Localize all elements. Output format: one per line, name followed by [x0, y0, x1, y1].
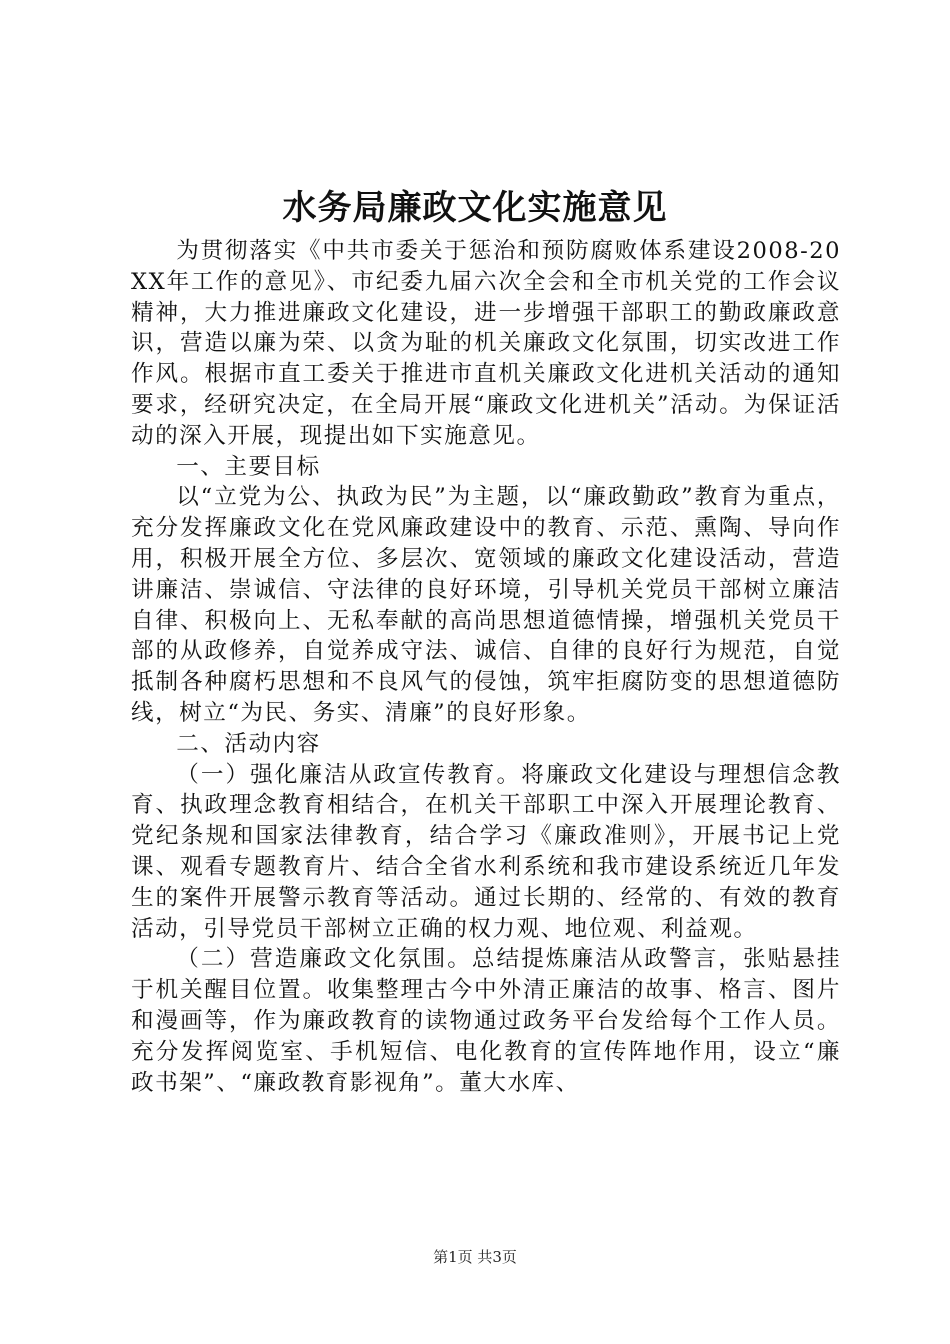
- section-heading-activities: 二、活动内容: [176, 730, 321, 757]
- activity-paragraph-1: （一）强化廉洁从政宣传教育。将廉政文化建设与理想信念教育、执政理念教育相结合，在机关干部职工中深入开展理论教育、党纪条规和国家法律教育，结合学习《廉政准则》，开展书记上党课、观看专题教育片、结合全省水利系统和我市建设系统近几年发生的案件开展警示教育等活动。通过长期的、经常的、有效的教育活动，引导党员干部树立正确的权力观、地位观、利益观。: [131, 761, 841, 942]
- intro-paragraph: 为贯彻落实《中共市委关于惩治和预防腐败体系建设2008-20XX年工作的意见》、市纪委九届六次全会和全市机关党的工作会议精神，大力推进廉政文化建设，进一步增强干部职工的勤政廉政意识，营造以廉为荣、以贪为耻的机关廉政文化氛围，切实改进工作作风。根据市直工委关于推进市直机关廉政文化进机关活动的通知要求，经研究决定，在全局开展“廉政文化进机关”活动。为保证活动的深入开展，现提出如下实施意见。: [131, 238, 841, 449]
- page-indicator: 第1页 共3页: [433, 1248, 517, 1266]
- activity-paragraph-2: （二）营造廉政文化氛围。总结提炼廉洁从政警言，张贴悬挂于机关醒目位置。收集整理古今中外清正廉洁的故事、格言、图片和漫画等，作为廉政教育的读物通过政务平台发给每个工作人员。充分发挥阅览室、手机短信、电化教育的宣传阵地作用，设立“廉政书架”、“廉政教育影视角”。董大水库、: [131, 946, 841, 1096]
- goals-paragraph: 以“立党为公、执政为民”为主题，以“廉政勤政”教育为重点，充分发挥廉政文化在党风廉政建设中的教育、示范、熏陶、导向作用，积极开展全方位、多层次、宽领域的廉政文化建设活动，营造讲廉洁、崇诚信、守法律的良好环境，引导机关党员干部树立廉洁自律、积极向上、无私奉献的高尚思想道德情操，增强机关党员干部的从政修养，自觉养成守法、诚信、自律的良好行为规范，自觉抵制各种腐朽思想和不良风气的侵蚀，筑牢拒腐防变的思想道德防线，树立“为民、务实、清廉”的良好形象。: [131, 484, 841, 726]
- section-heading-goals: 一、主要目标: [176, 453, 321, 480]
- document-title: 水务局廉政文化实施意见: [282, 188, 668, 228]
- document-body: [131, 236, 841, 1098]
